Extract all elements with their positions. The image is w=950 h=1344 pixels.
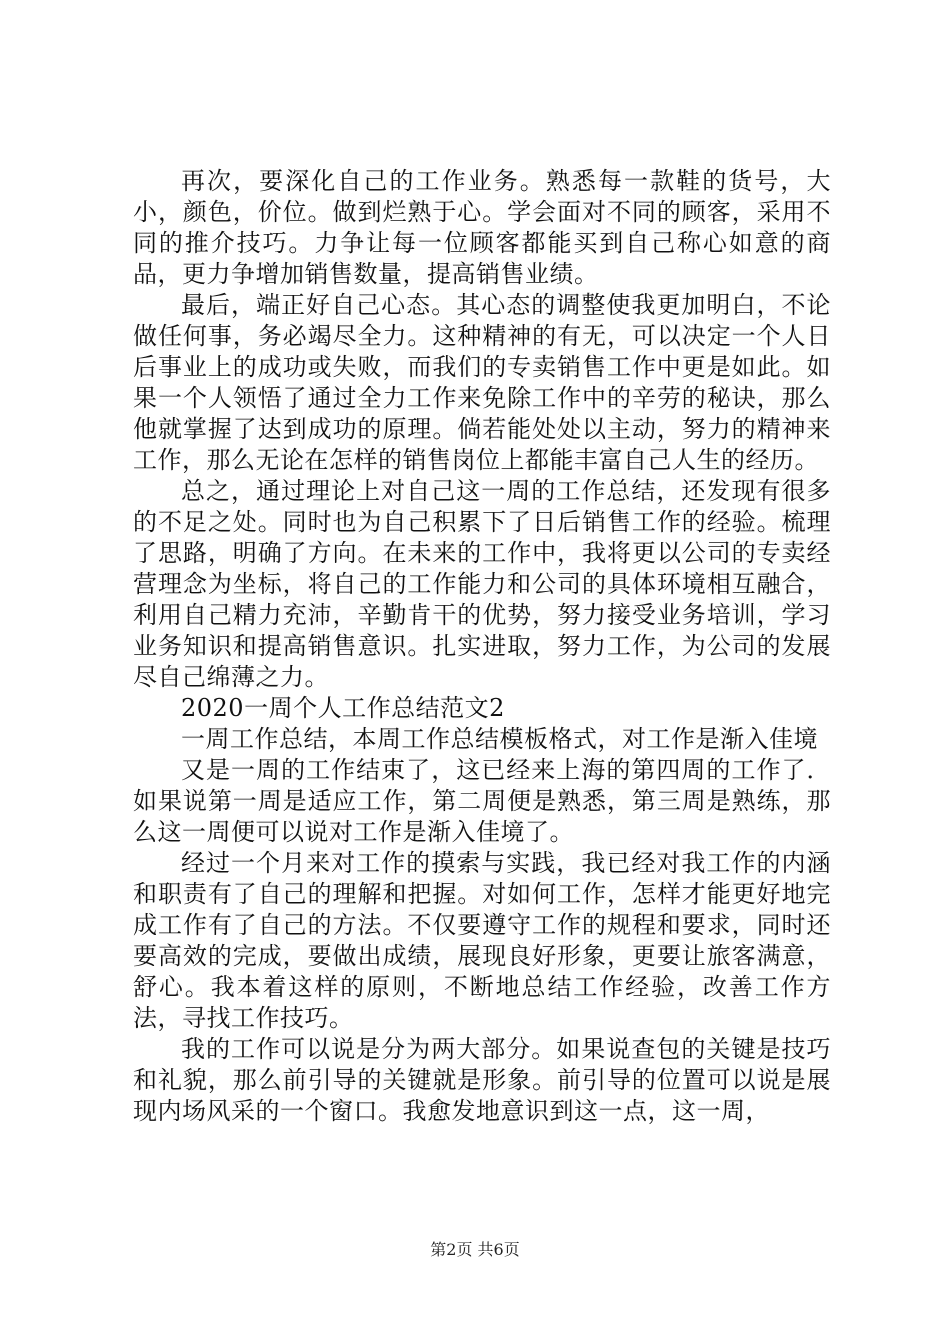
paragraph: 再次，要深化自己的工作业务。熟悉每一款鞋的货号，大小，颜色，价位。做到烂熟于心。学会面对不同的顾客，采用不同的推介技巧。力争让每一位顾客都能买到自己称心如意的商品，更力争增加销售数量，提高销售业绩。 xyxy=(133,167,831,288)
paragraph: 又是一周的工作结束了，这已经来上海的第四周的工作了．如果说第一周是适应工作，第二周便是熟悉，第三周是熟练，那么这一周便可以说对工作是渐入佳境了。 xyxy=(133,756,831,846)
paragraph: 总之，通过理论上对自己这一周的工作总结，还发现有很多的不足之处。同时也为自己积累下了日后销售工作的经验。梳理了思路，明确了方向。在未来的工作中，我将更以公司的专卖经营理念为坐标，将自己的工作能力和公司的具体环境相互融合，利用自己精力充沛，辛勤肯干的优势，努力接受业务培训，学习业务知识和提高销售意识。扎实进取，努力工作，为公司的发展尽自己绵薄之力。 xyxy=(133,477,831,691)
paragraph: 经过一个月来对工作的摸索与实践，我已经对我工作的内涵和职责有了自己的理解和把握。对如何工作，怎样才能更好地完成工作有了自己的方法。不仅要遵守工作的规程和要求，同时还要高效的完成，要做出成绩，展现良好形象，更要让旅客满意，舒心。我本着这样的原则，不断地总结工作经验，改善工作方法，寻找工作技巧。 xyxy=(133,849,831,1032)
page-footer: 第2页 共6页 xyxy=(430,1240,520,1259)
document-body xyxy=(133,166,831,1127)
paragraph: 我的工作可以说是分为两大部分。如果说查包的关键是技巧和礼貌，那么前引导的关键就是形象。前引导的位置可以说是展现内场风采的一个窗口。我愈发地意识到这一点，这一周， xyxy=(133,1035,831,1125)
paragraph: 一周工作总结，本周工作总结模板格式，对工作是渐入佳境 xyxy=(181,725,818,753)
paragraph: 最后，端正好自己心态。其心态的调整使我更加明白，不论做任何事，务必竭尽全力。这种精神的有无，可以决定一个人日后事业上的成功或失败，而我们的专卖销售工作中更是如此。如果一个人领悟了通过全力工作来免除工作中的辛劳的秘诀，那么他就掌握了达到成功的原理。倘若能处处以主动，努力的精神来工作，那么无论在怎样的销售岗位上都能丰富自己人生的经历。 xyxy=(133,291,831,474)
section-title: 2020一周个人工作总结范文2 xyxy=(181,694,505,722)
